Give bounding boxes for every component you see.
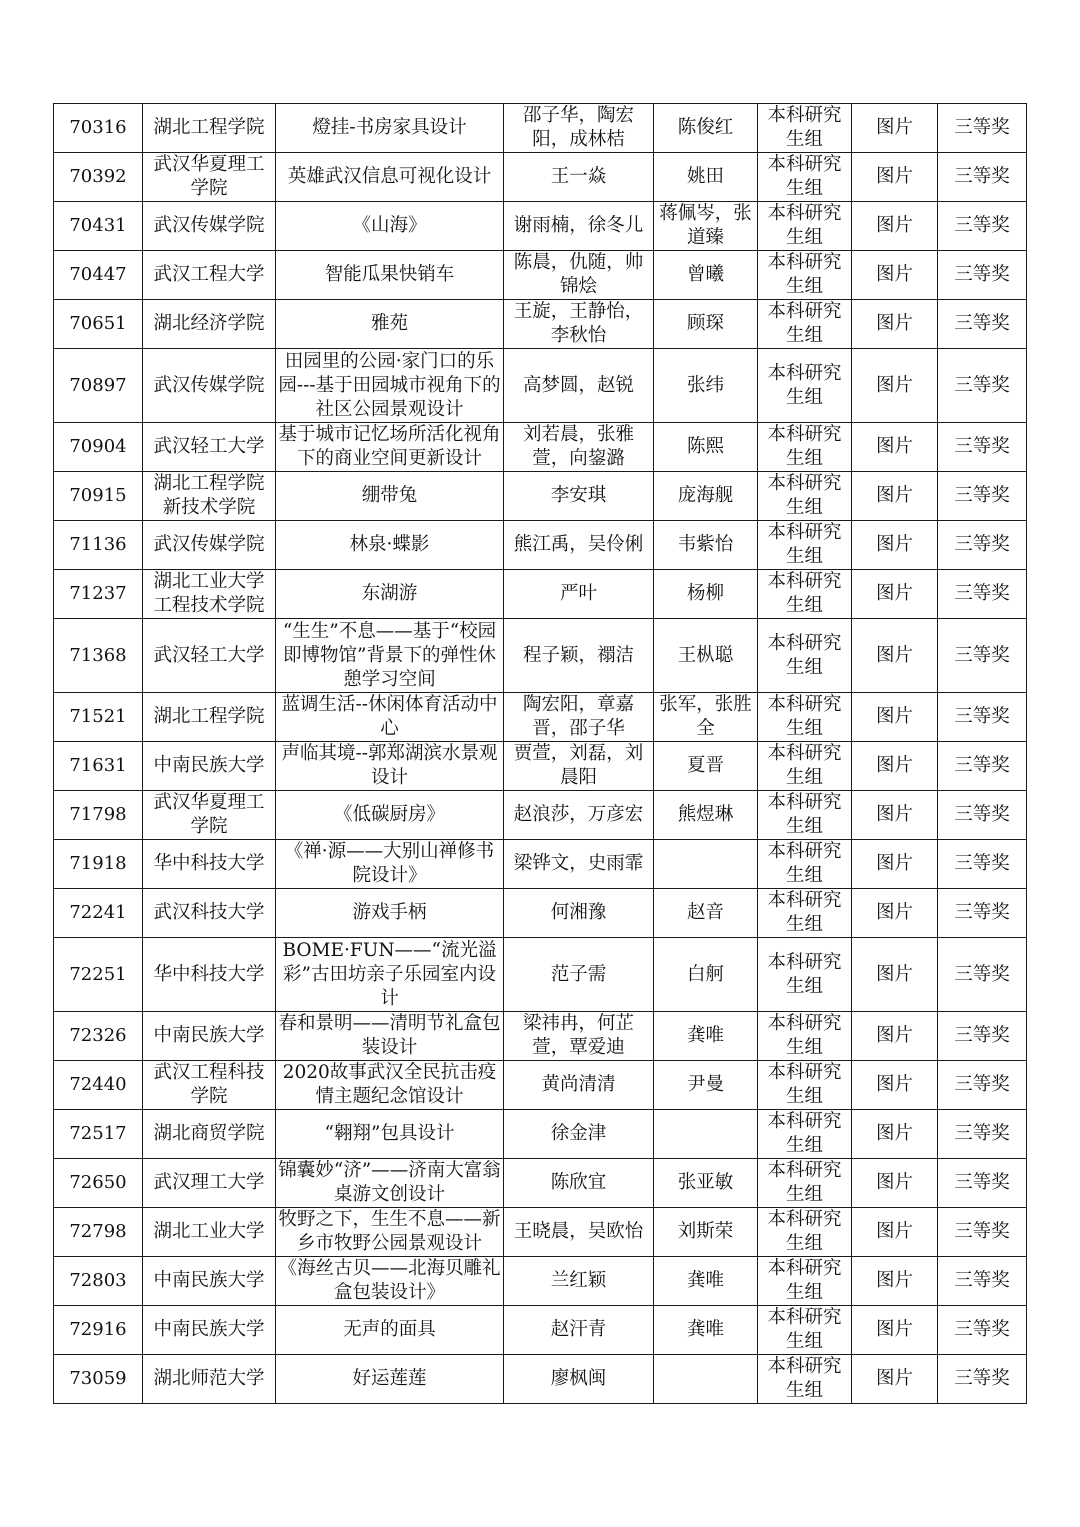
work-title-cell: 英雄武汉信息可视化设计 — [276, 153, 504, 202]
award-cell: 三等奖 — [938, 1061, 1027, 1110]
entry-id-cell: 71237 — [54, 570, 143, 619]
table-row — [54, 1306, 1027, 1355]
group-cell: 本科研究生组 — [758, 349, 852, 423]
table-row — [54, 349, 1027, 423]
advisor-cell: 熊煜琳 — [654, 791, 758, 840]
category-cell: 图片 — [852, 1110, 938, 1159]
category-cell: 图片 — [852, 300, 938, 349]
category-cell: 图片 — [852, 889, 938, 938]
entry-id-cell: 72798 — [54, 1208, 143, 1257]
school-cell: 华中科技大学 — [143, 840, 276, 889]
category-cell: 图片 — [852, 791, 938, 840]
advisor-cell — [654, 1110, 758, 1159]
entry-id-cell: 70904 — [54, 423, 143, 472]
entry-id-cell: 72326 — [54, 1012, 143, 1061]
category-cell: 图片 — [852, 1257, 938, 1306]
group-cell: 本科研究生组 — [758, 840, 852, 889]
table-row — [54, 889, 1027, 938]
category-cell: 图片 — [852, 1159, 938, 1208]
table-row — [54, 1257, 1027, 1306]
award-cell: 三等奖 — [938, 889, 1027, 938]
group-cell: 本科研究生组 — [758, 1110, 852, 1159]
work-title-cell: 绷带兔 — [276, 472, 504, 521]
table-row — [54, 251, 1027, 300]
entry-id-cell: 72440 — [54, 1061, 143, 1110]
entry-id-cell: 70897 — [54, 349, 143, 423]
authors-cell: 兰红颖 — [504, 1257, 654, 1306]
award-cell: 三等奖 — [938, 1257, 1027, 1306]
work-title-cell: “生生”不息——基于“校园即博物馆”背景下的弹性休憩学习空间 — [276, 619, 504, 693]
group-cell: 本科研究生组 — [758, 619, 852, 693]
award-cell: 三等奖 — [938, 1110, 1027, 1159]
entry-id-cell: 72517 — [54, 1110, 143, 1159]
work-title-cell: 《海丝古贝——北海贝雕礼盒包装设计》 — [276, 1257, 504, 1306]
school-cell: 武汉传媒学院 — [143, 349, 276, 423]
category-cell: 图片 — [852, 251, 938, 300]
authors-cell: 何湘豫 — [504, 889, 654, 938]
entry-id-cell: 71368 — [54, 619, 143, 693]
work-title-cell: 东湖游 — [276, 570, 504, 619]
authors-cell: 赵浪莎，万彦宏 — [504, 791, 654, 840]
authors-cell: 廖枫闽 — [504, 1355, 654, 1404]
award-cell: 三等奖 — [938, 570, 1027, 619]
school-cell: 武汉传媒学院 — [143, 521, 276, 570]
advisor-cell: 夏晋 — [654, 742, 758, 791]
advisor-cell: 杨柳 — [654, 570, 758, 619]
work-title-cell: 锦囊妙“济”——济南大富翁桌游文创设计 — [276, 1159, 504, 1208]
award-cell: 三等奖 — [938, 349, 1027, 423]
work-title-cell: “翱翔”包具设计 — [276, 1110, 504, 1159]
school-cell: 武汉轻工大学 — [143, 619, 276, 693]
award-cell: 三等奖 — [938, 840, 1027, 889]
school-cell: 中南民族大学 — [143, 1306, 276, 1355]
group-cell: 本科研究生组 — [758, 1012, 852, 1061]
award-table — [53, 103, 1027, 1404]
group-cell: 本科研究生组 — [758, 889, 852, 938]
authors-cell: 熊江禹，吴伶俐 — [504, 521, 654, 570]
category-cell: 图片 — [852, 1306, 938, 1355]
entry-id-cell: 70915 — [54, 472, 143, 521]
group-cell: 本科研究生组 — [758, 251, 852, 300]
entry-id-cell: 72916 — [54, 1306, 143, 1355]
school-cell: 湖北商贸学院 — [143, 1110, 276, 1159]
school-cell: 武汉轻工大学 — [143, 423, 276, 472]
work-title-cell: 燈挂-书房家具设计 — [276, 104, 504, 153]
entry-id-cell: 70651 — [54, 300, 143, 349]
authors-cell: 王一焱 — [504, 153, 654, 202]
group-cell: 本科研究生组 — [758, 938, 852, 1012]
group-cell: 本科研究生组 — [758, 472, 852, 521]
award-cell: 三等奖 — [938, 153, 1027, 202]
advisor-cell: 庞海舰 — [654, 472, 758, 521]
group-cell: 本科研究生组 — [758, 1159, 852, 1208]
award-cell: 三等奖 — [938, 472, 1027, 521]
advisor-cell: 尹曼 — [654, 1061, 758, 1110]
category-cell: 图片 — [852, 619, 938, 693]
award-cell: 三等奖 — [938, 202, 1027, 251]
award-cell: 三等奖 — [938, 1159, 1027, 1208]
group-cell: 本科研究生组 — [758, 300, 852, 349]
entry-id-cell: 72241 — [54, 889, 143, 938]
table-row — [54, 619, 1027, 693]
authors-cell: 陈欣宜 — [504, 1159, 654, 1208]
group-cell: 本科研究生组 — [758, 742, 852, 791]
advisor-cell: 韦紫怡 — [654, 521, 758, 570]
authors-cell: 严叶 — [504, 570, 654, 619]
group-cell: 本科研究生组 — [758, 791, 852, 840]
category-cell: 图片 — [852, 1012, 938, 1061]
entry-id-cell: 71136 — [54, 521, 143, 570]
authors-cell: 梁铧文，史雨霏 — [504, 840, 654, 889]
entry-id-cell: 72803 — [54, 1257, 143, 1306]
authors-cell: 王旋，王静怡，李秋怡 — [504, 300, 654, 349]
work-title-cell: 雅苑 — [276, 300, 504, 349]
table-row — [54, 742, 1027, 791]
authors-cell: 陈晨，仇随，帅锦烩 — [504, 251, 654, 300]
table-body — [54, 104, 1027, 1404]
authors-cell: 邵子华，陶宏阳，成林桔 — [504, 104, 654, 153]
table-row — [54, 202, 1027, 251]
table-row — [54, 300, 1027, 349]
award-cell: 三等奖 — [938, 1012, 1027, 1061]
category-cell: 图片 — [852, 423, 938, 472]
category-cell: 图片 — [852, 570, 938, 619]
award-cell: 三等奖 — [938, 423, 1027, 472]
work-title-cell: 《禅·源——大别山禅修书院设计》 — [276, 840, 504, 889]
advisor-cell: 王枞聪 — [654, 619, 758, 693]
table-row — [54, 840, 1027, 889]
advisor-cell: 张亚敏 — [654, 1159, 758, 1208]
award-cell: 三等奖 — [938, 938, 1027, 1012]
school-cell: 武汉华夏理工学院 — [143, 153, 276, 202]
work-title-cell: 蓝调生活--休闲体育活动中心 — [276, 693, 504, 742]
category-cell: 图片 — [852, 472, 938, 521]
group-cell: 本科研究生组 — [758, 693, 852, 742]
advisor-cell: 赵音 — [654, 889, 758, 938]
authors-cell: 赵汗青 — [504, 1306, 654, 1355]
entry-id-cell: 71918 — [54, 840, 143, 889]
advisor-cell: 张纬 — [654, 349, 758, 423]
work-title-cell: 2020故事武汉全民抗击疫情主题纪念馆设计 — [276, 1061, 504, 1110]
advisor-cell: 白舸 — [654, 938, 758, 1012]
school-cell: 华中科技大学 — [143, 938, 276, 1012]
work-title-cell: 智能瓜果快销车 — [276, 251, 504, 300]
category-cell: 图片 — [852, 840, 938, 889]
award-cell: 三等奖 — [938, 742, 1027, 791]
advisor-cell: 龚唯 — [654, 1012, 758, 1061]
table-row — [54, 1110, 1027, 1159]
school-cell: 湖北工业大学 — [143, 1208, 276, 1257]
advisor-cell: 姚田 — [654, 153, 758, 202]
advisor-cell: 龚唯 — [654, 1257, 758, 1306]
entry-id-cell: 72650 — [54, 1159, 143, 1208]
work-title-cell: BOME·FUN——“流光溢彩”古田坊亲子乐园室内设计 — [276, 938, 504, 1012]
group-cell: 本科研究生组 — [758, 104, 852, 153]
work-title-cell: 游戏手柄 — [276, 889, 504, 938]
school-cell: 武汉理工大学 — [143, 1159, 276, 1208]
group-cell: 本科研究生组 — [758, 1257, 852, 1306]
table-row — [54, 1159, 1027, 1208]
authors-cell: 高梦圆，赵锐 — [504, 349, 654, 423]
advisor-cell: 张军，张胜全 — [654, 693, 758, 742]
authors-cell: 徐金津 — [504, 1110, 654, 1159]
authors-cell: 梁祎冉，何芷萱，覃爱迪 — [504, 1012, 654, 1061]
advisor-cell — [654, 1355, 758, 1404]
school-cell: 中南民族大学 — [143, 1257, 276, 1306]
entry-id-cell: 72251 — [54, 938, 143, 1012]
advisor-cell — [654, 840, 758, 889]
authors-cell: 黄尚清清 — [504, 1061, 654, 1110]
advisor-cell: 陈俊红 — [654, 104, 758, 153]
category-cell: 图片 — [852, 693, 938, 742]
group-cell: 本科研究生组 — [758, 202, 852, 251]
entry-id-cell: 70392 — [54, 153, 143, 202]
table-row — [54, 693, 1027, 742]
school-cell: 武汉传媒学院 — [143, 202, 276, 251]
authors-cell: 李安琪 — [504, 472, 654, 521]
category-cell: 图片 — [852, 104, 938, 153]
authors-cell: 刘若晨，张雅萱，向鋆潞 — [504, 423, 654, 472]
entry-id-cell: 70431 — [54, 202, 143, 251]
school-cell: 武汉华夏理工学院 — [143, 791, 276, 840]
group-cell: 本科研究生组 — [758, 1061, 852, 1110]
award-cell: 三等奖 — [938, 251, 1027, 300]
table-row — [54, 521, 1027, 570]
table-row — [54, 1061, 1027, 1110]
entry-id-cell: 71798 — [54, 791, 143, 840]
table-row — [54, 472, 1027, 521]
category-cell: 图片 — [852, 1355, 938, 1404]
work-title-cell: 《山海》 — [276, 202, 504, 251]
school-cell: 湖北师范大学 — [143, 1355, 276, 1404]
table-row — [54, 570, 1027, 619]
group-cell: 本科研究生组 — [758, 1306, 852, 1355]
school-cell: 湖北工业大学工程技术学院 — [143, 570, 276, 619]
work-title-cell: 林泉·蝶影 — [276, 521, 504, 570]
advisor-cell: 刘斯荣 — [654, 1208, 758, 1257]
category-cell: 图片 — [852, 1208, 938, 1257]
advisor-cell: 顾琛 — [654, 300, 758, 349]
entry-id-cell: 70447 — [54, 251, 143, 300]
work-title-cell: 好运莲莲 — [276, 1355, 504, 1404]
table-row — [54, 938, 1027, 1012]
school-cell: 湖北工程学院 — [143, 693, 276, 742]
work-title-cell: 《低碳厨房》 — [276, 791, 504, 840]
school-cell: 湖北经济学院 — [143, 300, 276, 349]
school-cell: 湖北工程学院 — [143, 104, 276, 153]
table-row — [54, 1208, 1027, 1257]
group-cell: 本科研究生组 — [758, 1355, 852, 1404]
group-cell: 本科研究生组 — [758, 1208, 852, 1257]
entry-id-cell: 71631 — [54, 742, 143, 791]
entry-id-cell: 73059 — [54, 1355, 143, 1404]
group-cell: 本科研究生组 — [758, 570, 852, 619]
school-cell: 湖北工程学院新技术学院 — [143, 472, 276, 521]
work-title-cell: 春和景明——清明节礼盒包装设计 — [276, 1012, 504, 1061]
group-cell: 本科研究生组 — [758, 521, 852, 570]
table-row — [54, 791, 1027, 840]
advisor-cell: 蒋佩岑，张道臻 — [654, 202, 758, 251]
award-cell: 三等奖 — [938, 791, 1027, 840]
table-row — [54, 1355, 1027, 1404]
award-cell: 三等奖 — [938, 1306, 1027, 1355]
school-cell: 中南民族大学 — [143, 1012, 276, 1061]
advisor-cell: 陈熙 — [654, 423, 758, 472]
school-cell: 武汉工程大学 — [143, 251, 276, 300]
advisor-cell: 龚唯 — [654, 1306, 758, 1355]
table-row — [54, 153, 1027, 202]
category-cell: 图片 — [852, 742, 938, 791]
category-cell: 图片 — [852, 938, 938, 1012]
authors-cell: 范子需 — [504, 938, 654, 1012]
authors-cell: 程子颖，禤洁 — [504, 619, 654, 693]
award-cell: 三等奖 — [938, 1355, 1027, 1404]
authors-cell: 贾萱，刘磊，刘晨阳 — [504, 742, 654, 791]
group-cell: 本科研究生组 — [758, 153, 852, 202]
advisor-cell: 曾曦 — [654, 251, 758, 300]
work-title-cell: 牧野之下，生生不息——新乡市牧野公园景观设计 — [276, 1208, 504, 1257]
table-row — [54, 423, 1027, 472]
school-cell: 武汉工程科技学院 — [143, 1061, 276, 1110]
table-row — [54, 1012, 1027, 1061]
category-cell: 图片 — [852, 349, 938, 423]
category-cell: 图片 — [852, 1061, 938, 1110]
award-cell: 三等奖 — [938, 1208, 1027, 1257]
entry-id-cell: 70316 — [54, 104, 143, 153]
group-cell: 本科研究生组 — [758, 423, 852, 472]
authors-cell: 陶宏阳，章嘉晋，邵子华 — [504, 693, 654, 742]
award-cell: 三等奖 — [938, 521, 1027, 570]
award-cell: 三等奖 — [938, 619, 1027, 693]
entry-id-cell: 71521 — [54, 693, 143, 742]
category-cell: 图片 — [852, 521, 938, 570]
award-cell: 三等奖 — [938, 300, 1027, 349]
work-title-cell: 基于城市记忆场所活化视角下的商业空间更新设计 — [276, 423, 504, 472]
category-cell: 图片 — [852, 202, 938, 251]
work-title-cell: 无声的面具 — [276, 1306, 504, 1355]
work-title-cell: 声临其境--郭郑湖滨水景观设计 — [276, 742, 504, 791]
authors-cell: 谢雨楠，徐冬儿 — [504, 202, 654, 251]
category-cell: 图片 — [852, 153, 938, 202]
authors-cell: 王晓晨，吴欧怡 — [504, 1208, 654, 1257]
table-row — [54, 104, 1027, 153]
school-cell: 武汉科技大学 — [143, 889, 276, 938]
school-cell: 中南民族大学 — [143, 742, 276, 791]
award-cell: 三等奖 — [938, 104, 1027, 153]
work-title-cell: 田园里的公园·家门口的乐园---基于田园城市视角下的社区公园景观设计 — [276, 349, 504, 423]
award-cell: 三等奖 — [938, 693, 1027, 742]
